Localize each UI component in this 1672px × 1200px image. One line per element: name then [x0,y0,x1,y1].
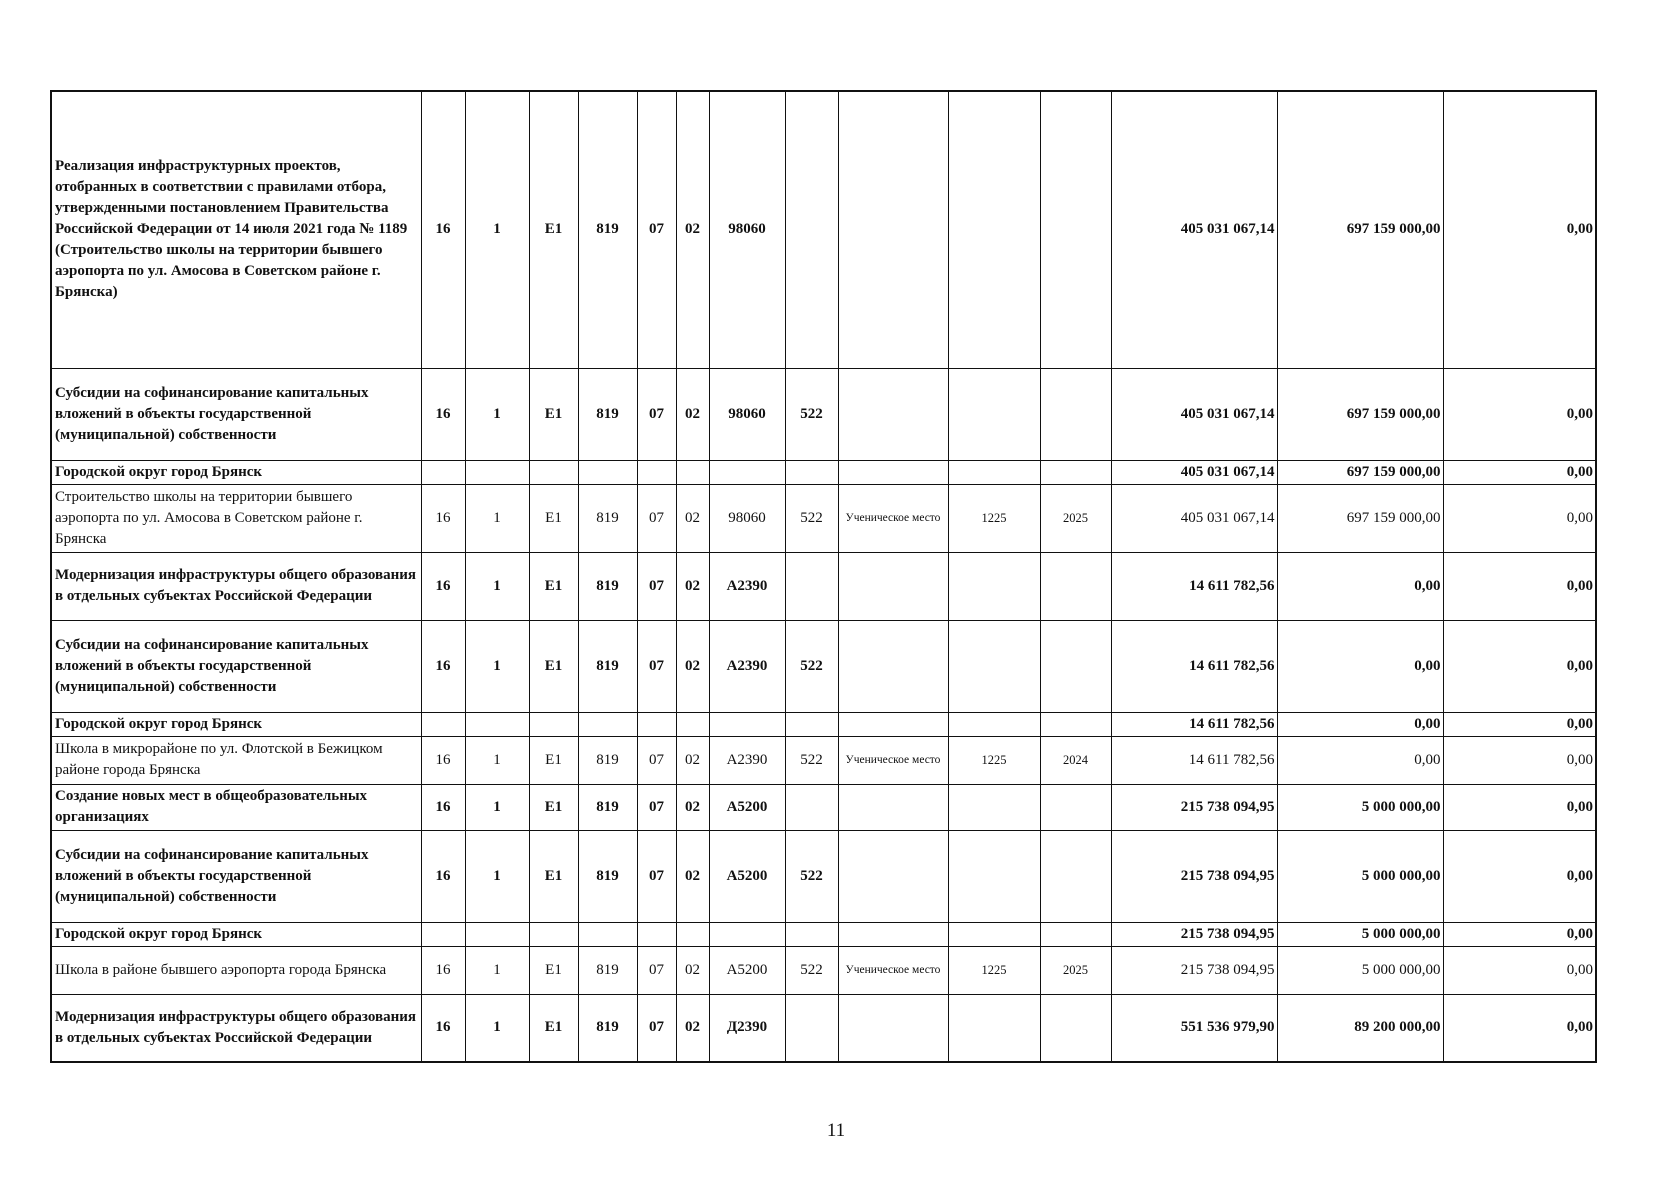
cell-unit [838,552,948,620]
budget-table-sheet [50,90,1595,1063]
cell-amount-2: 697 159 000,00 [1277,460,1443,484]
cell-target-code: A5200 [709,946,785,994]
cell-section: 07 [637,368,676,460]
cell-program: 16 [421,552,465,620]
cell-subprogram: 1 [465,784,529,830]
cell-target-code: 98060 [709,91,785,368]
cell-section [637,712,676,736]
cell-capacity: 1225 [948,946,1040,994]
cell-expense-type [785,712,838,736]
table-row [51,91,1596,368]
cell-capacity [948,91,1040,368]
cell-amount-2: 697 159 000,00 [1277,368,1443,460]
cell-name: Реализация инфраструктурных проектов, отобранных в соответствии с правилами отбора, утвержденными постановлением Правительства Российской Федерации от 14 июля 2021 года № 1189 (Строительство школы на территории бывшего аэропорта по ул. Амосова в Советском районе г. Брянска) [51,91,421,368]
cell-unit [838,994,948,1062]
cell-gov-code: 819 [578,620,637,712]
cell-year [1040,91,1111,368]
cell-capacity [948,830,1040,922]
table-row [51,784,1596,830]
cell-unit [838,830,948,922]
cell-project: E1 [529,830,578,922]
cell-amount-3: 0,00 [1443,922,1596,946]
cell-capacity [948,368,1040,460]
cell-amount-3: 0,00 [1443,368,1596,460]
cell-project [529,712,578,736]
cell-section: 07 [637,994,676,1062]
cell-amount-3: 0,00 [1443,91,1596,368]
table-row [51,736,1596,784]
cell-target-code: A5200 [709,830,785,922]
cell-subsection: 02 [676,994,709,1062]
cell-project: E1 [529,368,578,460]
cell-year [1040,712,1111,736]
cell-expense-type [785,784,838,830]
cell-section: 07 [637,552,676,620]
cell-gov-code: 819 [578,91,637,368]
cell-expense-type: 522 [785,830,838,922]
cell-amount-1: 405 031 067,14 [1111,460,1277,484]
cell-name: Модернизация инфраструктуры общего образования в отдельных субъектах Российской Федерации [51,994,421,1062]
cell-amount-1: 14 611 782,56 [1111,552,1277,620]
cell-subsection: 02 [676,484,709,552]
cell-capacity [948,620,1040,712]
cell-amount-3: 0,00 [1443,994,1596,1062]
cell-section: 07 [637,830,676,922]
cell-amount-2: 5 000 000,00 [1277,946,1443,994]
cell-capacity [948,460,1040,484]
cell-capacity [948,784,1040,830]
cell-amount-1: 215 738 094,95 [1111,784,1277,830]
cell-subsection: 02 [676,91,709,368]
cell-project: E1 [529,736,578,784]
cell-section: 07 [637,736,676,784]
cell-amount-2: 0,00 [1277,620,1443,712]
cell-gov-code: 819 [578,368,637,460]
cell-subprogram: 1 [465,994,529,1062]
cell-program: 16 [421,830,465,922]
cell-program: 16 [421,994,465,1062]
cell-amount-1: 14 611 782,56 [1111,620,1277,712]
cell-expense-type: 522 [785,946,838,994]
cell-year: 2025 [1040,946,1111,994]
cell-year [1040,784,1111,830]
cell-expense-type: 522 [785,620,838,712]
cell-section [637,922,676,946]
cell-subprogram: 1 [465,368,529,460]
cell-unit [838,712,948,736]
cell-program: 16 [421,946,465,994]
cell-program: 16 [421,91,465,368]
cell-subsection [676,712,709,736]
cell-expense-type: 522 [785,368,838,460]
cell-amount-3: 0,00 [1443,946,1596,994]
cell-subprogram: 1 [465,552,529,620]
cell-project: E1 [529,484,578,552]
cell-name: Городской округ город Брянск [51,460,421,484]
cell-expense-type [785,460,838,484]
cell-amount-2: 5 000 000,00 [1277,922,1443,946]
cell-amount-1: 405 031 067,14 [1111,484,1277,552]
cell-amount-1: 215 738 094,95 [1111,946,1277,994]
cell-amount-2: 697 159 000,00 [1277,91,1443,368]
cell-target-code: A5200 [709,784,785,830]
cell-subprogram: 1 [465,484,529,552]
cell-program: 16 [421,368,465,460]
cell-amount-2: 89 200 000,00 [1277,994,1443,1062]
cell-section: 07 [637,91,676,368]
cell-subsection: 02 [676,830,709,922]
cell-subprogram: 1 [465,946,529,994]
cell-gov-code: 819 [578,552,637,620]
cell-name: Субсидии на софинансирование капитальных вложений в объекты государственной (муниципальной) собственности [51,830,421,922]
cell-year: 2025 [1040,484,1111,552]
cell-section: 07 [637,946,676,994]
cell-project: E1 [529,552,578,620]
cell-amount-1: 215 738 094,95 [1111,922,1277,946]
cell-program [421,922,465,946]
cell-project [529,460,578,484]
cell-amount-3: 0,00 [1443,460,1596,484]
cell-gov-code [578,922,637,946]
cell-amount-1: 14 611 782,56 [1111,736,1277,784]
cell-name: Модернизация инфраструктуры общего образования в отдельных субъектах Российской Федерации [51,552,421,620]
cell-amount-1: 405 031 067,14 [1111,368,1277,460]
cell-unit: Ученическое место [838,736,948,784]
table-body [51,91,1596,1062]
cell-expense-type: 522 [785,736,838,784]
cell-subprogram [465,922,529,946]
cell-gov-code [578,712,637,736]
cell-unit [838,91,948,368]
cell-gov-code: 819 [578,994,637,1062]
cell-program: 16 [421,784,465,830]
cell-amount-2: 697 159 000,00 [1277,484,1443,552]
cell-name: Создание новых мест в общеобразовательных организациях [51,784,421,830]
cell-project: E1 [529,994,578,1062]
cell-name: Школа в микрорайоне по ул. Флотской в Бежицком районе города Брянска [51,736,421,784]
cell-amount-3: 0,00 [1443,784,1596,830]
cell-subsection: 02 [676,368,709,460]
cell-subsection [676,922,709,946]
cell-target-code: A2390 [709,552,785,620]
cell-amount-3: 0,00 [1443,712,1596,736]
table-row [51,460,1596,484]
table-row [51,712,1596,736]
cell-section: 07 [637,484,676,552]
cell-year [1040,994,1111,1062]
cell-section: 07 [637,620,676,712]
table-row [51,946,1596,994]
cell-program: 16 [421,620,465,712]
cell-amount-3: 0,00 [1443,552,1596,620]
cell-amount-3: 0,00 [1443,830,1596,922]
cell-project: E1 [529,620,578,712]
cell-name: Субсидии на софинансирование капитальных вложений в объекты государственной (муниципальной) собственности [51,368,421,460]
cell-section: 07 [637,784,676,830]
cell-unit [838,620,948,712]
cell-gov-code: 819 [578,946,637,994]
cell-subprogram: 1 [465,91,529,368]
cell-capacity [948,552,1040,620]
cell-target-code: 98060 [709,484,785,552]
cell-capacity: 1225 [948,736,1040,784]
cell-subprogram: 1 [465,736,529,784]
table-row [51,484,1596,552]
cell-amount-2: 0,00 [1277,552,1443,620]
cell-unit: Ученическое место [838,484,948,552]
cell-name: Строительство школы на территории бывшего аэропорта по ул. Амосова в Советском районе г. Брянска [51,484,421,552]
cell-expense-type [785,922,838,946]
cell-unit [838,784,948,830]
cell-gov-code: 819 [578,830,637,922]
cell-year [1040,830,1111,922]
table-row [51,552,1596,620]
cell-year [1040,460,1111,484]
cell-program [421,460,465,484]
cell-gov-code [578,460,637,484]
cell-project: E1 [529,784,578,830]
cell-year [1040,368,1111,460]
cell-unit [838,922,948,946]
table-row [51,994,1596,1062]
cell-target-code: Д2390 [709,994,785,1062]
cell-capacity [948,922,1040,946]
cell-amount-2: 0,00 [1277,736,1443,784]
cell-gov-code: 819 [578,736,637,784]
cell-unit [838,368,948,460]
cell-year: 2024 [1040,736,1111,784]
cell-target-code: A2390 [709,736,785,784]
cell-subsection: 02 [676,736,709,784]
cell-subsection [676,460,709,484]
cell-amount-2: 0,00 [1277,712,1443,736]
cell-year [1040,552,1111,620]
table-row [51,922,1596,946]
cell-amount-3: 0,00 [1443,620,1596,712]
cell-gov-code: 819 [578,484,637,552]
cell-expense-type [785,994,838,1062]
cell-unit [838,460,948,484]
cell-name: Городской округ город Брянск [51,712,421,736]
cell-subsection: 02 [676,552,709,620]
cell-capacity [948,712,1040,736]
page-number: 11 [826,1120,846,1141]
cell-amount-1: 405 031 067,14 [1111,91,1277,368]
cell-target-code [709,460,785,484]
budget-table [50,90,1597,1063]
cell-subsection: 02 [676,620,709,712]
cell-target-code: 98060 [709,368,785,460]
cell-project: E1 [529,91,578,368]
cell-expense-type [785,91,838,368]
cell-amount-1: 551 536 979,90 [1111,994,1277,1062]
cell-subprogram: 1 [465,620,529,712]
cell-target-code: A2390 [709,620,785,712]
cell-name: Школа в районе бывшего аэропорта города Брянска [51,946,421,994]
cell-capacity [948,994,1040,1062]
table-row [51,368,1596,460]
cell-name: Городской округ город Брянск [51,922,421,946]
cell-capacity: 1225 [948,484,1040,552]
table-row [51,620,1596,712]
cell-subprogram: 1 [465,830,529,922]
table-row [51,830,1596,922]
cell-target-code [709,922,785,946]
cell-unit: Ученическое место [838,946,948,994]
cell-program: 16 [421,736,465,784]
cell-name: Субсидии на софинансирование капитальных вложений в объекты государственной (муниципальной) собственности [51,620,421,712]
cell-amount-1: 215 738 094,95 [1111,830,1277,922]
cell-target-code [709,712,785,736]
cell-subsection: 02 [676,784,709,830]
cell-project [529,922,578,946]
cell-expense-type [785,552,838,620]
cell-year [1040,922,1111,946]
cell-subsection: 02 [676,946,709,994]
cell-gov-code: 819 [578,784,637,830]
cell-program: 16 [421,484,465,552]
cell-project: E1 [529,946,578,994]
cell-amount-3: 0,00 [1443,736,1596,784]
cell-section [637,460,676,484]
cell-amount-1: 14 611 782,56 [1111,712,1277,736]
cell-program [421,712,465,736]
cell-expense-type: 522 [785,484,838,552]
cell-amount-3: 0,00 [1443,484,1596,552]
cell-amount-2: 5 000 000,00 [1277,784,1443,830]
cell-subprogram [465,460,529,484]
cell-subprogram [465,712,529,736]
cell-year [1040,620,1111,712]
cell-amount-2: 5 000 000,00 [1277,830,1443,922]
